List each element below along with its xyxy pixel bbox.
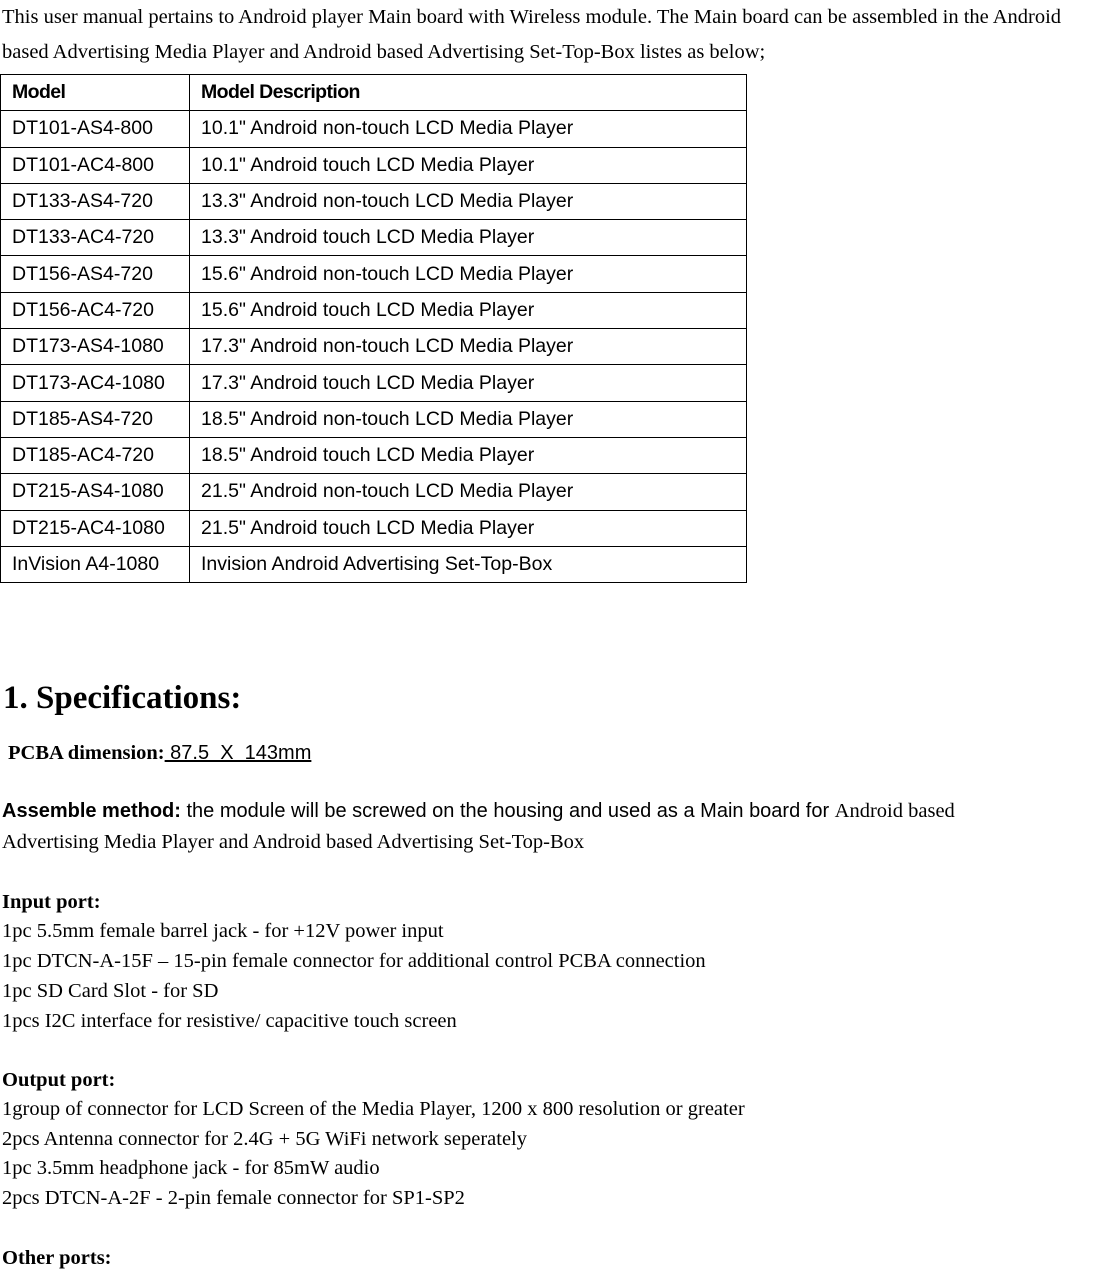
description-cell: 18.5" Android touch LCD Media Player	[190, 437, 747, 473]
table-row	[1, 510, 747, 546]
model-cell: DT133-AS4-720	[1, 183, 190, 219]
description-cell: 13.3" Android touch LCD Media Player	[190, 220, 747, 256]
intro-paragraph: This user manual pertains to Android player Main board with Wireless module. The Main board can be assembled in the Android based Advertising Media Player and Android based Advertising Set-Top-Box listes as below;	[2, 6, 1062, 63]
assemble-method-tail: Android based	[834, 800, 955, 822]
column-header-model: Model	[1, 75, 190, 111]
output-port-heading: Output port:	[2, 1069, 116, 1091]
output-port-item: 2pcs DTCN-A-2F - 2-pin female connector for SP1-SP2	[2, 1187, 465, 1209]
model-cell: DT156-AC4-720	[1, 292, 190, 328]
table-row	[1, 329, 747, 365]
output-port-item: 1pc 3.5mm headphone jack - for 85mW audio	[2, 1157, 380, 1179]
table-row	[1, 546, 747, 582]
model-cell: DT215-AS4-1080	[1, 474, 190, 510]
model-cell: DT215-AC4-1080	[1, 510, 190, 546]
description-cell: 21.5" Android touch LCD Media Player	[190, 510, 747, 546]
table-row	[1, 401, 747, 437]
other-ports-heading: Other ports:	[2, 1247, 112, 1269]
model-cell: DT173-AC4-1080	[1, 365, 190, 401]
description-cell: 10.1" Android non-touch LCD Media Player	[190, 111, 747, 147]
description-cell: Invision Android Advertising Set-Top-Box	[190, 546, 747, 582]
assemble-method-line	[2, 800, 955, 823]
description-cell: 15.6" Android touch LCD Media Player	[190, 292, 747, 328]
table-row	[1, 437, 747, 473]
output-port-item: 1group of connector for LCD Screen of the Media Player, 1200 x 800 resolution or greater	[2, 1098, 745, 1120]
description-cell: 10.1" Android touch LCD Media Player	[190, 147, 747, 183]
model-cell: DT185-AS4-720	[1, 401, 190, 437]
model-cell: DT185-AC4-720	[1, 437, 190, 473]
description-cell: 18.5" Android non-touch LCD Media Player	[190, 401, 747, 437]
table-row	[1, 147, 747, 183]
model-cell: DT156-AS4-720	[1, 256, 190, 292]
input-port-item: 1pcs I2C interface for resistive/ capacitive touch screen	[2, 1010, 457, 1032]
description-cell: 21.5" Android non-touch LCD Media Player	[190, 474, 747, 510]
pcba-dimension-label: PCBA dimension:	[8, 742, 165, 764]
model-cell: DT133-AC4-720	[1, 220, 190, 256]
table-row	[1, 474, 747, 510]
assemble-method-line-2: Advertising Media Player and Android based Advertising Set-Top-Box	[2, 831, 585, 853]
specifications-heading: 1. Specifications:	[3, 680, 242, 716]
table-row	[1, 365, 747, 401]
model-cell: DT173-AS4-1080	[1, 329, 190, 365]
description-cell: 15.6" Android non-touch LCD Media Player	[190, 256, 747, 292]
input-port-item: 1pc 5.5mm female barrel jack - for +12V power input	[2, 920, 444, 942]
assemble-method-label: Assemble method:	[2, 800, 181, 822]
assemble-method-text: the module will be screwed on the housing and used as a Main board for	[180, 800, 835, 822]
table-row	[1, 292, 747, 328]
table-row	[1, 111, 747, 147]
description-cell: 17.3" Android touch LCD Media Player	[190, 365, 747, 401]
pcba-dimension-value: 87.5 X 143mm	[164, 742, 312, 764]
table-row	[1, 220, 747, 256]
model-table	[0, 74, 747, 583]
table-header-row	[1, 75, 747, 111]
table-row	[1, 183, 747, 219]
input-port-item: 1pc DTCN-A-15F – 15-pin female connector for additional control PCBA connection	[2, 950, 706, 972]
model-cell: DT101-AC4-800	[1, 147, 190, 183]
table-row	[1, 256, 747, 292]
column-header-description: Model Description	[190, 75, 747, 111]
pcba-dimension-line	[8, 742, 311, 765]
description-cell: 17.3" Android non-touch LCD Media Player	[190, 329, 747, 365]
output-port-item: 2pcs Antenna connector for 2.4G + 5G WiFi network seperately	[2, 1128, 528, 1150]
input-port-item: 1pc SD Card Slot - for SD	[2, 980, 219, 1002]
model-cell: InVision A4-1080	[1, 546, 190, 582]
model-cell: DT101-AS4-800	[1, 111, 190, 147]
description-cell: 13.3" Android non-touch LCD Media Player	[190, 183, 747, 219]
input-port-heading: Input port:	[2, 891, 101, 913]
